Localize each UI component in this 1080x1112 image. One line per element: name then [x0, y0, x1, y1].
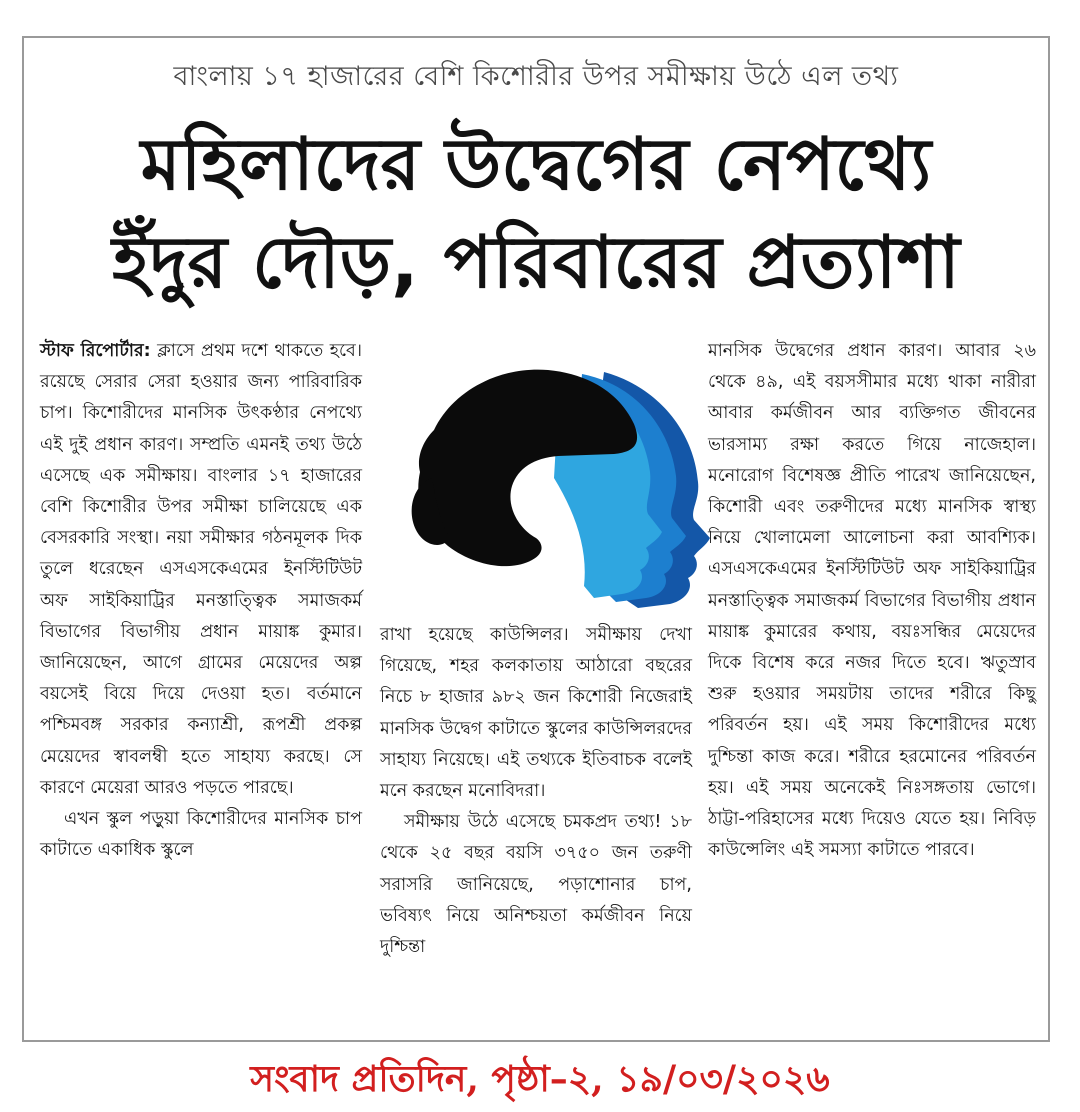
paragraph-text: ক্লাসে প্রথম দশে থাকতে হবে। রয়েছে সেরার সেরা হওয়ার জন্য পারিবারিক চাপ। কিশোরীদের মানসিক উৎকণ্ঠার নেপথ্যে এই দুই প্রধান কারণ। সম্প্রতি এমনই তথ্য উঠে এসেছে এক সমীক্ষায়। বাংলার ১৭ হাজারের বেশি কিশোরীর উপর সমীক্ষা চালিয়েছে এক বেসরকারি সংস্থা। নয়া সমীক্ষার গঠনমূলক দিক তুলে ধরেছেন এসএসকেএমের ইনস্টিটিউট অফ সাইকিয়াট্রির মনস্তাত্ত্বিক সমাজকর্ম বিভাগের বিভাগীয় প্রধান মায়াঙ্ক কুমার। জানিয়েছেন, আগে গ্রামের মেয়েদের অল্প বয়সেই বিয়ে দিয়ে দেওয়া হত। বর্তমানে পশ্চিমবঙ্গ সরকার কন্যাশ্রী, রূপশ্রী প্রকল্প মেয়েদের স্বাবলম্বী হতে সাহায্য করছে। সে কারণে মেয়েরা আরও পড়তে পারছে। [40, 341, 362, 798]
newspaper-clipping [22, 36, 1050, 1042]
headline-line-1: মহিলাদের উদ্বেগের নেপথ্যে [140, 122, 932, 206]
article-paragraph [40, 336, 362, 804]
article-column-1 [40, 336, 362, 866]
kicker-subheading: বাংলায় ১৭ হাজারের বেশি কিশোরীর উপর সমীক্ষায় উঠে এল তথ্য [173, 61, 899, 92]
byline: স্টাফ রিপোর্টার: [40, 341, 151, 361]
article-column-2 [380, 620, 692, 963]
article-column-3 [708, 336, 1036, 866]
headline-line-2: ইঁদুর দৌড়, পরিবারের প্রত্যাশা [112, 220, 960, 304]
source-citation: সংবাদ প্রতিদিন, পৃষ্ঠা–২, ১৯/০৩/২০২৬ [250, 1058, 830, 1100]
article-paragraph: মানসিক উদ্বেগের প্রধান কারণ। আবার ২৬ থেকে ৪৯, এই বয়সসীমার মধ্যে থাকা নারীরা আবার কর্মজীবন আর ব্যক্তিগত জীবনের ভারসাম্য রক্ষা করতে গিয়ে নাজেহাল। মনোরোগ বিশেষজ্ঞ প্রীতি পারেখ জানিয়েছেন, কিশোরী এবং তরুণীদের মধ্যে মানসিক স্বাস্থ্য নিয়ে খোলামেলা আলোচনা করা আবশ্যিক। এসএসকেএমের ইনস্টিটিউট অফ সাইকিয়াট্রির মনস্তাত্ত্বিক সমাজকর্ম বিভাগের বিভাগীয় প্রধান মায়াঙ্ক কুমারের কথায়, বয়ঃসন্ধির মেয়েদের দিকে বিশেষ করে নজর দিতে হবে। ঋতুস্রাব শুরু হওয়ার সময়টায় তাদের শরীরে কিছু পরিবর্তন হয়। এই সময় কিশোরীদের মধ্যে দুশ্চিন্তা কাজ করে। শরীরে হরমোনের পরিবর্তন হয়। এই সময় অনেকেই নিঃসঙ্গতায় ভোগে। ঠাট্টা-পরিহাসের মধ্যে দিয়েও যেতে হয়। নিবিড় কাউন্সেলিং এই সমস্যা কাটাতে পারবে। [708, 341, 1036, 861]
head-silhouette-icon [394, 360, 710, 610]
article-paragraph: এখন স্কুল পড়ুয়া কিশোরীদের মানসিক চাপ কাটাতে একাধিক স্কুলে [40, 809, 362, 861]
article-paragraph: সমীক্ষায় উঠে এসেছে চমকপ্রদ তথ্য! ১৮ থেকে ২৫ বছর বয়সি ৩৭৫০ জন তরুণী সরাসরি জানিয়েছে, পড়াশোনার চাপ, ভবিষ্যৎ নিয়ে অনিশ্চয়তা কর্মজীবন নিয়ে দুশ্চিন্তা [380, 812, 692, 958]
article-paragraph: রাখা হয়েছে কাউন্সিলর। সমীক্ষায় দেখা গিয়েছে, শহর কলকাতায় আঠারো বছরের নিচে ৮ হাজার ৯৮২ জন কিশোরী নিজেরাই মানসিক উদ্বেগ কাটাতে স্কুলের কাউন্সিলরদের সাহায্য নিয়েছে। এই তথ্যকে ইতিবাচক বলেই মনে করছেন মনোবিদরা। [380, 625, 692, 802]
